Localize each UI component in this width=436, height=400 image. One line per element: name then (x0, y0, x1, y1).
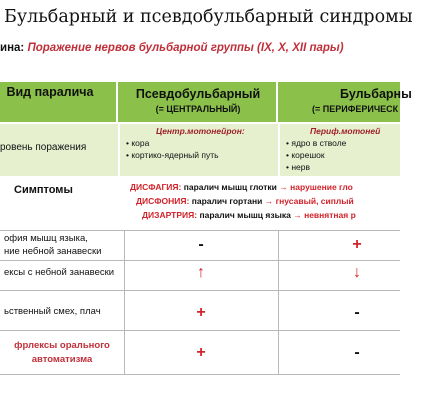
cause-value: Поражение нервов бульбарной группы (IX, X, XII пары) (27, 42, 344, 54)
list-item: • нерв (286, 162, 311, 172)
header-pseudobulbar-sub: (= ЦЕНТРАЛЬНЫЙ) (155, 104, 241, 114)
row-divider (0, 230, 400, 231)
header-bulbar-title: Бульбарны (340, 87, 412, 101)
row-value-bulbar: - (354, 304, 360, 321)
header-type-label: Вид паралича (6, 85, 94, 99)
level-bulbar-head: Периф.мотоней (310, 126, 381, 136)
level-label: ровень поражения (0, 142, 87, 153)
header-pseudobulbar-title: Псевдобульбарный (135, 87, 261, 101)
row-value-bulbar: + (352, 236, 362, 253)
row-value-bulbar: ↓ (353, 264, 361, 281)
row-divider (0, 330, 400, 331)
row-label: ьственный смех, плач (4, 306, 101, 317)
list-item: • кортико-ядерный путь (126, 150, 219, 160)
level-cell-label (0, 122, 118, 176)
symptom-dysphagia: ДИСФАГИЯ: паралич мышц глотки → нарушение гло (130, 182, 353, 192)
header-cell-type (0, 82, 118, 122)
list-item: • ядро в стволе (286, 138, 347, 148)
header-bulbar-sub: (= ПЕРИФЕРИЧЕСК (312, 104, 399, 114)
row-divider (0, 374, 400, 375)
cause-label: ина: (0, 42, 25, 54)
list-item: • кора (126, 138, 150, 148)
header-cell-bulbar (278, 82, 412, 122)
header-cell-pseudobulbar (118, 82, 278, 122)
cause-line (0, 42, 344, 54)
row-divider (0, 290, 400, 291)
symptoms-label: Симптомы (14, 184, 73, 196)
symptom-dysphonia: ДИСФОНИЯ: паралич гортани → гнусавый, сиплый (136, 196, 354, 206)
row-value-pseudo: + (196, 304, 206, 321)
row-label: ексы с небной занавески (4, 267, 115, 278)
row-value-pseudo: - (198, 236, 204, 253)
row-value-pseudo: + (196, 344, 206, 361)
list-item: • корешок (286, 150, 325, 160)
row-label: ние небной занавески (4, 246, 102, 257)
row-value-pseudo: ↑ (197, 264, 205, 281)
level-cell-bulbar (280, 122, 400, 176)
symptom-dysarthria: ДИЗАРТРИЯ: паралич мышц языка → невнятная р (142, 210, 356, 220)
level-cell-pseudobulbar (120, 122, 278, 176)
row-label: автоматизма (31, 354, 93, 365)
row-divider (0, 260, 400, 261)
level-pseudo-head: Центр.мотонейрон: (156, 126, 245, 136)
page-title: Бульбарный и псевдобульбарный синдромы (4, 7, 413, 27)
row-label: офия мышц языка, (4, 233, 88, 244)
row-label: фрлексы орального (14, 340, 110, 351)
row-value-bulbar: - (354, 344, 360, 361)
